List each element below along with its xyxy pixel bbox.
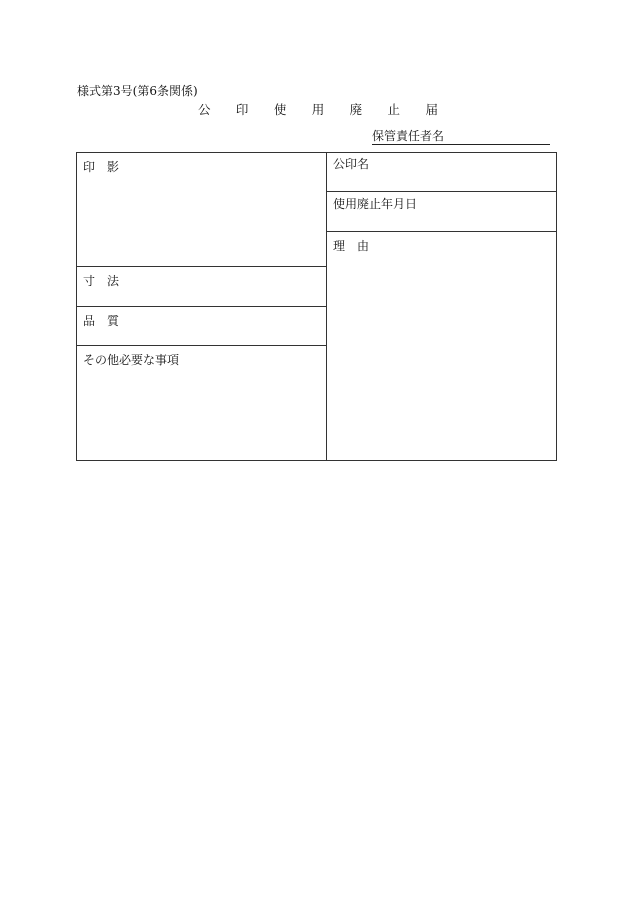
other-matters-cell[interactable] xyxy=(77,346,326,460)
title-char: 印 xyxy=(235,102,249,117)
title-char: 公 xyxy=(198,102,211,117)
title-char: 使 xyxy=(273,102,287,117)
form-table xyxy=(76,152,557,461)
title-char: 廃 xyxy=(349,102,363,117)
title-char: 止 xyxy=(387,102,401,117)
discontinue-date-label: 使用廃止年月日 xyxy=(333,197,418,211)
form-reference: 様式第3号(第6条関係) xyxy=(77,84,198,98)
material-cell[interactable] xyxy=(77,307,326,345)
seal-impression-cell[interactable] xyxy=(77,153,326,266)
discontinue-date-cell[interactable] xyxy=(327,192,556,231)
custodian-name-field[interactable] xyxy=(372,129,550,145)
seal-name-cell[interactable] xyxy=(327,153,556,191)
dimensions-cell[interactable] xyxy=(77,267,326,306)
seal-impression-label: 印 影 xyxy=(83,160,120,174)
document-title xyxy=(198,103,438,117)
reason-cell[interactable] xyxy=(327,232,556,460)
material-label: 品 質 xyxy=(83,314,120,328)
dimensions-label: 寸 法 xyxy=(83,274,120,288)
seal-name-label: 公印名 xyxy=(333,157,370,171)
reason-label: 理 由 xyxy=(333,239,370,253)
other-matters-label: その他必要な事項 xyxy=(83,353,180,367)
title-char: 用 xyxy=(311,102,325,117)
custodian-name-label: 保管責任者名 xyxy=(372,129,445,143)
title-char: 届 xyxy=(425,102,438,117)
